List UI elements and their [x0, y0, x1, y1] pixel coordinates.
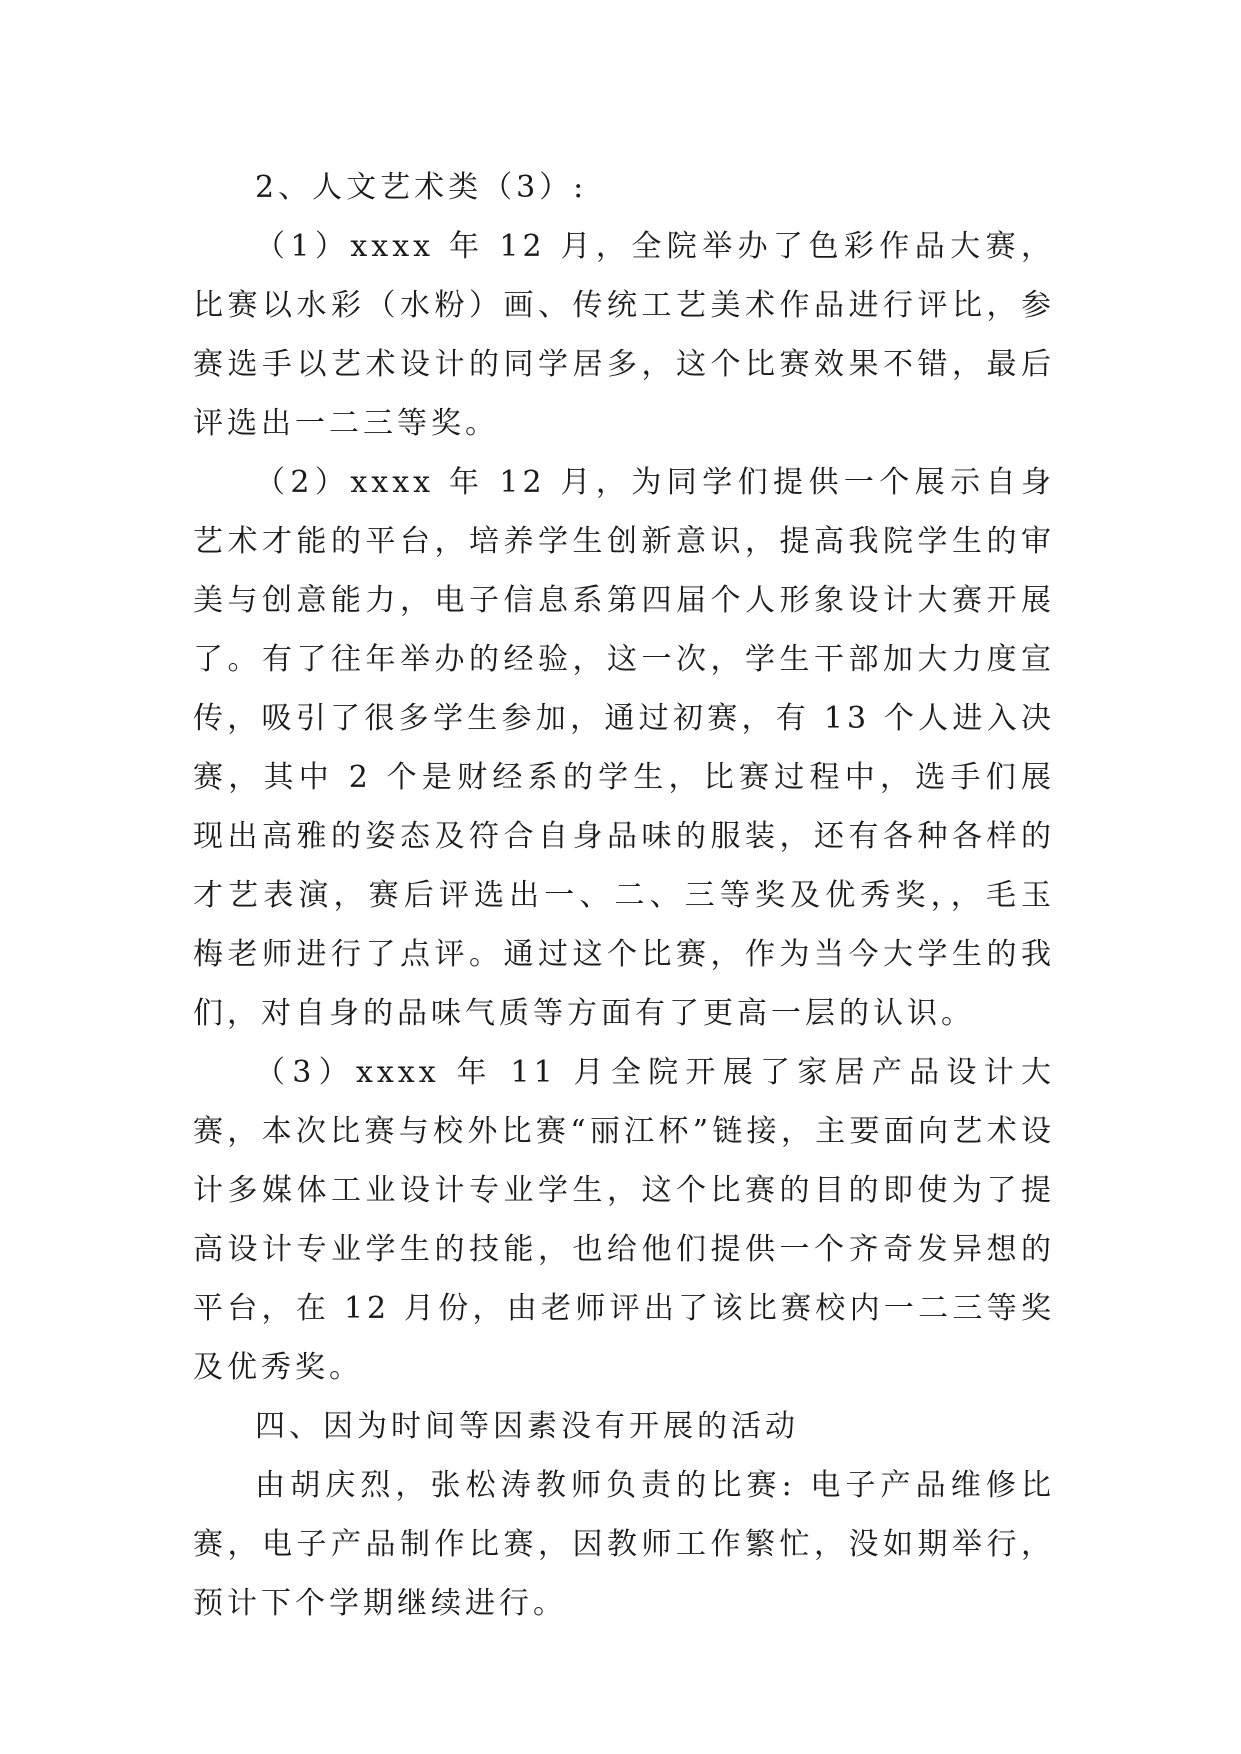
paragraph-home-product-design-contest: （3）xxxx 年 11 月全院开展了家居产品设计大赛，本次比赛与校外比赛“丽江杯”链接，主要面向艺术设计多媒体工业设计专业学生，这个比赛的目的即使为了提高设计专业学生的技能，也给他们提供一个齐奇发异想的平台，在 12 月份，由老师评出了该比赛校内一二三等奖及优秀奖。: [193, 1055, 1055, 1385]
document-body: [193, 158, 1055, 1633]
section-heading-humanities-arts: 2、人文艺术类（3）:: [255, 170, 588, 205]
section-heading-unheld-activities: 四、因为时间等因素没有开展的活动: [255, 1409, 799, 1444]
paragraph-color-works-contest: （1）xxxx 年 12 月，全院举办了色彩作品大赛，比赛以水彩（水粉）画、传统工艺美术作品进行评比，参赛选手以艺术设计的同学居多，这个比赛效果不错，最后评选出一二三等奖。: [193, 229, 1055, 441]
paragraph-unheld-contests: 由胡庆烈，张松涛教师负责的比赛: 电子产品维修比赛，电子产品制作比赛，因教师工作繁忙，没如期举行，预计下个学期继续进行。: [193, 1468, 1055, 1621]
paragraph-image-design-contest: （2）xxxx 年 12 月，为同学们提供一个展示自身艺术才能的平台，培养学生创新意识，提高我院学生的审美与创意能力，电子信息系第四届个人形象设计大赛开展了。有了往年举办的经验，这一次，学生干部加大力度宣传，吸引了很多学生参加，通过初赛，有 13 个人进入决赛，其中 2 个是财经系的学生，比赛过程中，选手们展现出高雅的姿态及符合自身品味的服装，还有各种各样的才艺表演，赛后评选出一、二、三等奖及优秀奖，，毛玉梅老师进行了点评。通过这个比赛，作为当今大学生的我们，对自身的品味气质等方面有了更高一层的认识。: [193, 465, 1055, 1031]
